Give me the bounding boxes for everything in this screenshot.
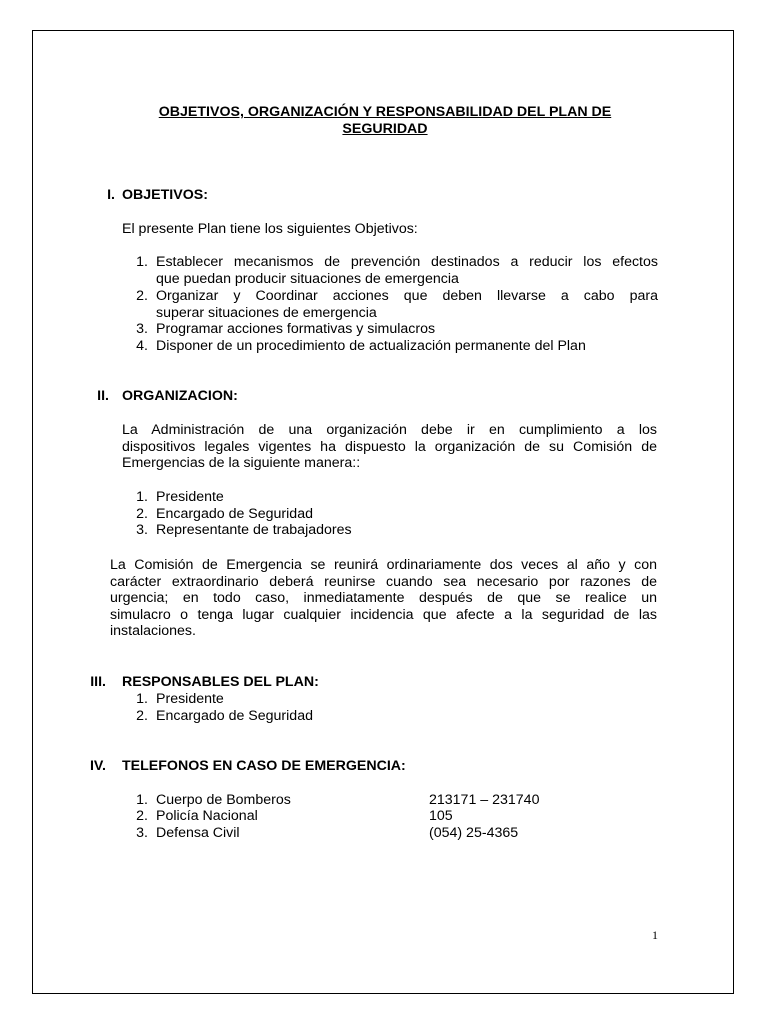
responsables-item-text: Encargado de Seguridad — [156, 708, 313, 724]
objetivos-intro: El presente Plan tiene los siguientes Objetivos: — [122, 221, 418, 237]
paragraph-line: instalaciones. — [110, 623, 196, 640]
organizacion-item-text: Encargado de Seguridad — [156, 506, 313, 522]
objetivo-text: Disponer de un procedimiento de actualización permanente del Plan — [156, 338, 586, 354]
list-number: 1. — [136, 691, 148, 707]
comision-paragraph — [110, 557, 657, 640]
section-number: I. — [107, 187, 115, 203]
list-number: 4. — [136, 338, 148, 354]
emergency-phone-number: (054) 25-4365 — [429, 825, 519, 841]
objetivo-text-line-2: que puedan producir situaciones de emergencia — [156, 270, 459, 287]
section-number: IV. — [89, 758, 106, 774]
objetivo-text: Programar acciones formativas y simulacros — [156, 321, 436, 337]
paragraph-line: urgencia; en todo caso, inmediatamente después de que se realice un — [110, 590, 657, 607]
paragraph-line: carácter extraordinario deberá reunirse cuando sea necesario por razones de — [110, 573, 657, 590]
page-number: 1 — [652, 928, 658, 942]
organizacion-paragraph — [122, 422, 657, 472]
document-title — [100, 104, 670, 138]
section-label: ORGANIZACION: — [122, 388, 238, 404]
title-line-2: SEGURIDAD — [342, 121, 428, 137]
paragraph-line: Emergencias de la siguiente manera:: — [122, 455, 361, 472]
list-number: 1. — [136, 489, 148, 505]
list-number: 2. — [136, 708, 148, 724]
emergency-service-name: Defensa Civil — [156, 825, 240, 841]
objetivo-text-line-1: Organizar y Coordinar acciones que deben llevarse a cabo para — [156, 288, 658, 304]
title-line-1: OBJETIVOS, ORGANIZACIÓN Y RESPONSABILIDAD DEL PLAN DE — [158, 104, 612, 120]
list-number: 3. — [136, 522, 148, 538]
list-number: 2. — [136, 288, 148, 304]
paragraph-line: simulacro o tenga lugar cualquier incidencia que afecte a la seguridad de las — [110, 606, 657, 623]
section-label: RESPONSABLES DEL PLAN: — [122, 674, 319, 690]
section-number: III. — [90, 674, 106, 690]
paragraph-line: dispositivos legales vigentes ha dispuesto la organización de su Comisión de — [122, 438, 657, 455]
organizacion-item-text: Representante de trabajadores — [156, 522, 352, 538]
objetivo-text-line-2: superar situaciones de emergencia — [156, 304, 377, 321]
list-number: 1. — [136, 254, 148, 270]
paragraph-line: La Administración de una organización debe ir en cumplimiento a los — [122, 422, 657, 438]
paragraph-line: La Comisión de Emergencia se reunirá ordinariamente dos veces al año y con — [110, 557, 657, 573]
organizacion-item-text: Presidente — [156, 489, 224, 505]
list-number: 3. — [136, 321, 148, 337]
emergency-service-name: Policía Nacional — [156, 808, 258, 824]
list-number: 3. — [136, 825, 148, 841]
emergency-service-name: Cuerpo de Bomberos — [156, 792, 291, 808]
responsables-item-text: Presidente — [156, 691, 224, 707]
section-label: OBJETIVOS: — [122, 187, 208, 203]
section-number: II. — [97, 388, 109, 404]
objetivo-text-line-1: Establecer mecanismos de prevención destinados a reducir los efectos — [156, 254, 658, 270]
section-label: TELEFONOS EN CASO DE EMERGENCIA: — [122, 758, 406, 774]
list-number: 2. — [136, 506, 148, 522]
emergency-phone-number: 105 — [429, 808, 453, 824]
list-number: 2. — [136, 808, 148, 824]
emergency-phone-number: 213171 – 231740 — [429, 792, 540, 808]
list-number: 1. — [136, 792, 148, 808]
